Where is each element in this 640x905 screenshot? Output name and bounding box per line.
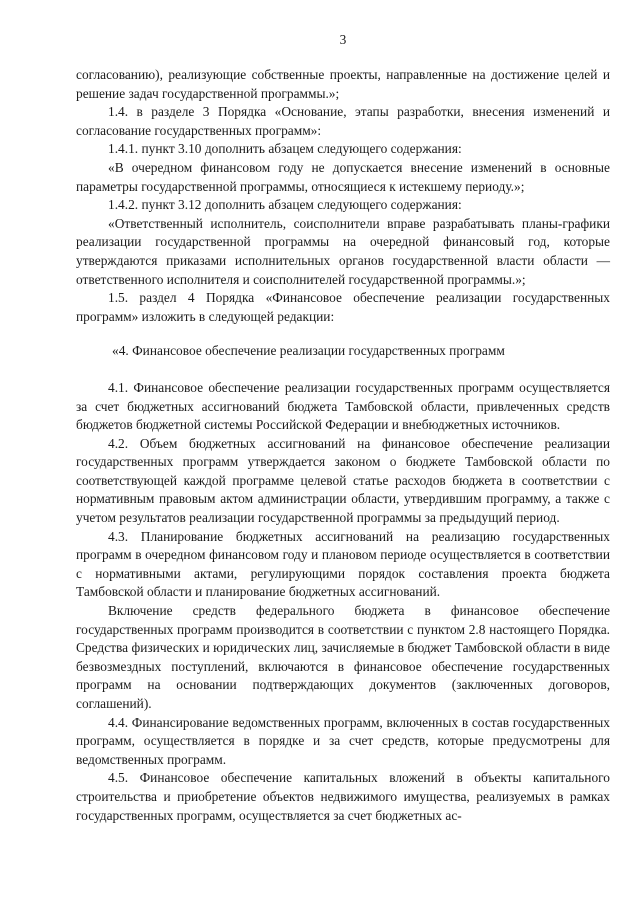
paragraph-4-1: 4.1. Финансовое обеспечение реализации государственных программ осуществляется за счет бюджетных ассигнований бюджета Тамбовской области, привлеченных средств бюджетов бюджетной системы Российской Федерации и внебюджетных источников. [76,379,610,433]
paragraph-item-1-4: 1.4. в разделе 3 Порядка «Основание, этапы разработки, внесения изменений и согласование государственных программ»: [76,104,610,138]
page-number: 3 [339,32,347,47]
paragraph-4-4: 4.4. Финансирование ведомственных программ, включенных в состав государственных программ, осуществляется в порядке и за счет средств, которые предусмотрены для ведомственных программ. [76,714,610,767]
paragraph-quote-3-12: «Ответственный исполнитель, соисполнители вправе разрабатывать планы-графики реализации государственной программы на очередной финансовый год, которые утверждаются приказами исполнительных органов государственной власти области — ответственного исполнителя и соисполнителей государственной программы.»; [76,215,610,287]
paragraph-4-5: 4.5. Финансовое обеспечение капитальных вложений в объекты капитального строительства и приобретение объектов недвижимого имущества, реализуемых в рамках государственных программ, осуществляется за счет бюджетных ас- [76,770,610,823]
paragraph-item-1-4-1: 1.4.1. пункт 3.10 дополнить абзацем следующего содержания: [108,141,462,157]
paragraph-item-1-4-2: 1.4.2. пункт 3.12 дополнить абзацем следующего содержания: [108,197,462,213]
paragraph-4-3-federal: Включение средств федерального бюджета в финансовое обеспечение государственных программ производится в соответствии с пунктом 2.8 настоящего Порядка. Средства физических и юридических лиц, зачисляемые в бюджет Тамбовской области в виде безвозмездных поступлений, включаются в финансовое обеспечение государственных программ на основании подтверждающих документов (заключенных договоров, соглашений). [76,603,610,711]
section-heading: «4. Финансовое обеспечение реализации государственных программ [112,343,505,359]
paragraph-item-1-5: 1.5. раздел 4 Порядка «Финансовое обеспечение реализации государственных программ» изложить в следующей редакции: [76,290,610,324]
paragraph-continuation: согласованию), реализующие собственные проекты, направленные на достижение целей и решение задач государственной программы.»; [76,67,610,101]
paragraph-4-2: 4.2. Объем бюджетных ассигнований на финансовое обеспечение реализации государственных программ утверждается законом о бюджете Тамбовской области по соответствующей каждой программе целевой статье расходов бюджета в соответствии с нормативным правовым актом администрации области, утвердившим программу, а также с учетом результатов реализации государственной программы за предыдущий период. [76,435,610,526]
paragraph-quote-3-10: «В очередном финансовом году не допускается внесение изменений в основные параметры государственной программы, относящиеся к истекшему периоду.»; [76,159,610,194]
paragraph-4-3: 4.3. Планирование бюджетных ассигнований на реализацию государственных программ в очередном финансовом году и плановом периоде осуществляется в соответствии с нормативными актами, регулирующими порядок составления проекта бюджета Тамбовской области и планирование бюджетных ассигнований. [76,528,610,600]
